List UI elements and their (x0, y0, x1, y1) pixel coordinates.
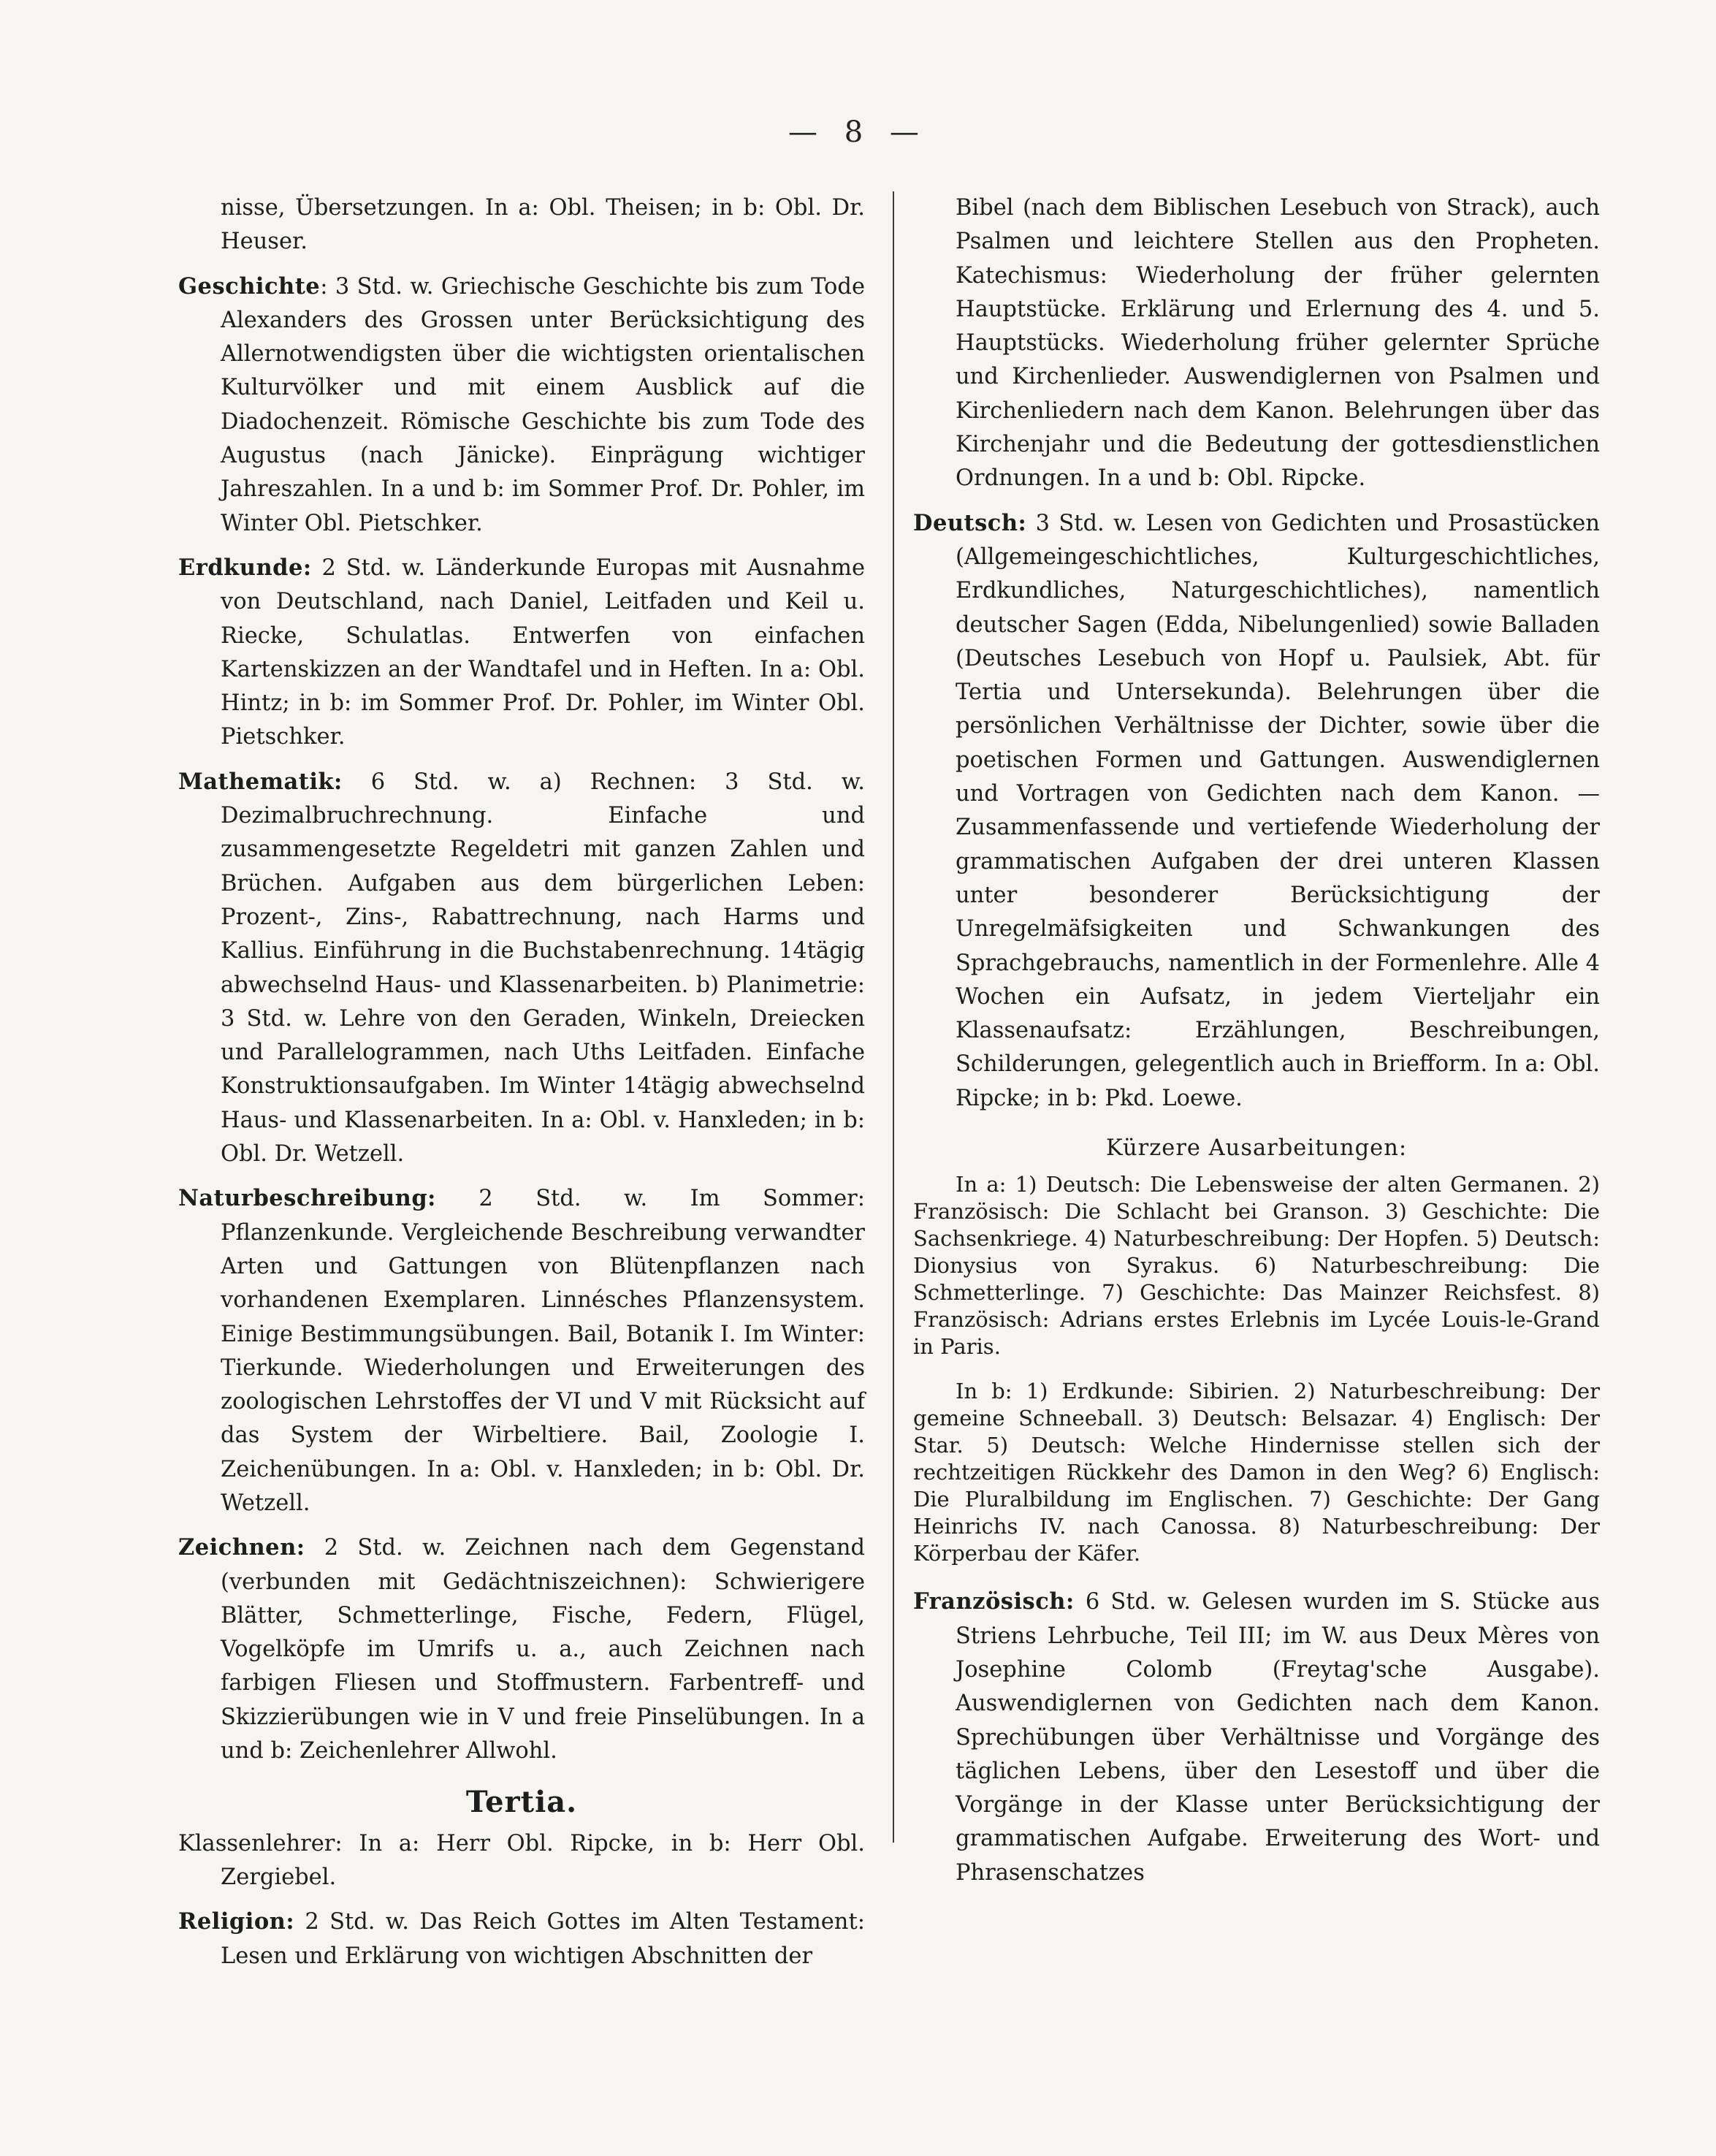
subject-geschichte (178, 270, 865, 541)
subject-text: 3 Std. w. Lesen von Gedichten und Prosastücken (Allgemeingeschichtliches, Kulturgeschichtliches, Erdkundliches, Naturgeschichtliches), namentlich deutscher Sagen (Edda, Nibelungenlied) sowie Balladen (Deutsches Lesebuch von Hopf u. Paulsiek, Abt. für Tertia und Untersekunda). Belehrungen über die persönlichen Verhältnisse der Dichter, sowie über die poetischen Formen und Gattungen. Auswendiglernen und Vortragen von Gedichten nach dem Kanon. — Zusammenfassende und vertiefende Wiederholung der grammatischen Aufgaben der drei unteren Klassen unter besonderer Berücksichtigung der Unregelmäfsigkeiten und Schwankungen des Sprachgebrauchs, namentlich in der Formenlehre. Alle 4 Wochen ein Aufsatz, in jedem Vierteljahr ein Klassenaufsatz: Erzählungen, Beschreibungen, Schilderungen, gelegentlich auch in Briefform. In a: Obl. Ripcke; in b: Pkd. Loewe. (956, 510, 1600, 1111)
subject-heading: Mathematik: (178, 768, 343, 795)
subject-heading: Erdkunde: (178, 554, 312, 581)
subject-naturbeschreibung (178, 1181, 865, 1520)
subject-text: : 3 Std. w. Griechische Geschichte bis zum Tode Alexanders des Grossen unter Berücksichtigung des Allernotwendigsten über die wichtigsten orientalischen Kulturvölker und mit einem Ausblick auf die Diadochenzeit. Römische Geschichte bis zum Tode des Augustus (nach Jänicke). Einprägung wichtiger Jahreszahlen. In a und b: im Sommer Prof. Dr. Pohler, im Winter Obl. Pietschker. (221, 273, 865, 536)
subject-mathematik (178, 765, 865, 1172)
subject-text: 2 Std. w. Länderkunde Europas mit Ausnahme von Deutschland, nach Daniel, Leitfaden und Keil u. Riecke, Schulatlas. Entwerfen von einfachen Kartenskizzen an der Wandtafel und in Heften. In a: Obl. Hintz; in b: im Sommer Prof. Dr. Pohler, im Winter Obl. Pietschker. (221, 555, 865, 750)
subject-heading: Religion: (178, 1908, 295, 1935)
section-heading-tertia: Tertia. (465, 1785, 578, 1820)
page-number: — 8 — (788, 115, 928, 149)
subject-text: 2 Std. w. Im Sommer: Pflanzenkunde. Vergleichende Beschreibung verwandter Arten und Gattungen von Blütenpflanzen nach vorhandenen Exemplaren. Linnésches Pflanzensystem. Einige Bestimmungsübungen. Bail, Botanik I. Im Winter: Tierkunde. Wiederholungen und Erweiterungen des zoologischen Lehrstoffes der VI und V mit Rücksicht auf das System der Wirbeltiere. Bail, Zoologie I. Zeichenübungen. In a: Obl. v. Hanxleden; in b: Obl. Dr. Wetzell. (221, 1186, 865, 1516)
assignments-list-b: In b: 1) Erdkunde: Sibirien. 2) Naturbeschreibung: Der gemeine Schneeball. 3) Deutsch: Belsazar. 4) Englisch: Der Star. 5) Deutsch: Welche Hindernisse stellen sich der rechtzeitigen Rückkehr des Damon in den Weg? 6) Englisch: Die Pluralbildung im Englischen. 7) Geschichte: Der Gang Heinrichs IV. nach Canossa. 8) Naturbeschreibung: Der Körperbau der Käfer. (913, 1379, 1600, 1566)
paragraph-continuation: nisse, Übersetzungen. In a: Obl. Theisen; in b: Obl. Dr. Heuser. (221, 195, 865, 255)
subject-text: 6 Std. w. a) Rechnen: 3 Std. w. Dezimalbruchrechnung. Einfache und zusammengesetzte Regeldetri mit ganzen Zahlen und Brüchen. Aufgaben aus dem bürgerlichen Leben: Prozent-, Zins-, Rabattrechnung, nach Harms und Kallius. Einführung in die Buchstabenrechnung. 14tägig abwechselnd Haus- und Klassenarbeiten. b) Planimetrie: 3 Std. w. Lehre von den Geraden, Winkeln, Dreiecken und Parallelogrammen, nach Uths Leitfaden. Einfache Konstruktionsaufgaben. Im Winter 14tägig abwechselnd Haus- und Klassenarbeiten. In a: Obl. v. Hanxleden; in b: Obl. Dr. Wetzell. (221, 769, 865, 1167)
subject-heading: Deutsch: (913, 509, 1027, 536)
subject-text: 2 Std. w. Zeichnen nach dem Gegenstand (verbunden mit Gedächtniszeichnen): Schwierigere Blätter, Schmetterlinge, Fische, Federn, Flügel, Vogelköpfe im Umrifs u. a., auch Zeichnen nach farbigen Fliesen und Stoffmustern. Farbentreff- und Skizzierübungen wie in V und freie Pinselübungen. In a und b: Zeichenlehrer Allwohl. (221, 1535, 865, 1764)
class-teachers (178, 1827, 865, 1895)
subject-erdkunde (178, 551, 865, 755)
left-column (178, 191, 865, 1984)
subject-zeichnen (178, 1531, 865, 1768)
subject-text: 2 Std. w. Das Reich Gottes im Alten Testament: Lesen und Erklärung von wichtigen Abschnitten der (221, 1909, 865, 1969)
subject-religion (178, 1905, 865, 1973)
assignments-list-a: In a: 1) Deutsch: Die Lebensweise der alten Germanen. 2) Französisch: Die Schlacht bei Granson. 3) Geschichte: Die Sachsenkriege. 4) Naturbeschreibung: Der Hopfen. 5) Deutsch: Dionysius von Syrakus. 6) Naturbeschreibung: Die Schmetterlinge. 7) Geschichte: Das Mainzer Reichsfest. 8) Französisch: Adrians erstes Erlebnis im Lycée Louis-le-Grand in Paris. (913, 1172, 1600, 1360)
paragraph-continuation: Bibel (nach dem Biblischen Lesebuch von Strack), auch Psalmen und leichtere Stellen aus den Propheten. Katechismus: Wiederholung der früher gelernten Hauptstücke. Erklärung und Erlernung des 4. und 5. Hauptstücks. Wiederholung früher gelernter Sprüche und Kirchenlieder. Auswendiglernen von Psalmen und Kirchenliedern nach dem Kanon. Belehrungen über das Kirchenjahr und die Bedeutung der gottesdienstlichen Ordnungen. In a und b: Obl. Ripcke. (956, 195, 1600, 492)
subject-franzoesisch (913, 1585, 1600, 1890)
subject-heading: Französisch: (913, 1588, 1075, 1615)
subject-deutsch (913, 506, 1600, 1116)
subheading-kurzere-ausarbeitungen: Kürzere Ausarbeitungen: (1105, 1135, 1408, 1162)
subject-heading: Naturbeschreibung: (178, 1185, 436, 1212)
subject-heading: Zeichnen: (178, 1534, 305, 1561)
subject-heading: Geschichte (178, 273, 321, 300)
column-divider (893, 191, 894, 1843)
subject-text: 6 Std. w. Gelesen wurden im S. Stücke aus Striens Lehrbuche, Teil III; im W. aus Deux Mères von Josephine Colomb (Freytag'sche Ausgabe). Auswendiglernen von Gedichten nach dem Kanon. Sprechübungen über Verhältnisse und Vorgänge des täglichen Lebens, über den Lesestoff und über die Vorgänge in der Klasse unter Berücksichtigung der grammatischen Aufgabe. Erweiterung des Wort- und Phrasenschatzes (956, 1589, 1600, 1886)
class-teachers-text: Klassenlehrer: In a: Herr Obl. Ripcke, in b: Herr Obl. Zergiebel. (178, 1830, 865, 1890)
right-column (913, 191, 1600, 1900)
